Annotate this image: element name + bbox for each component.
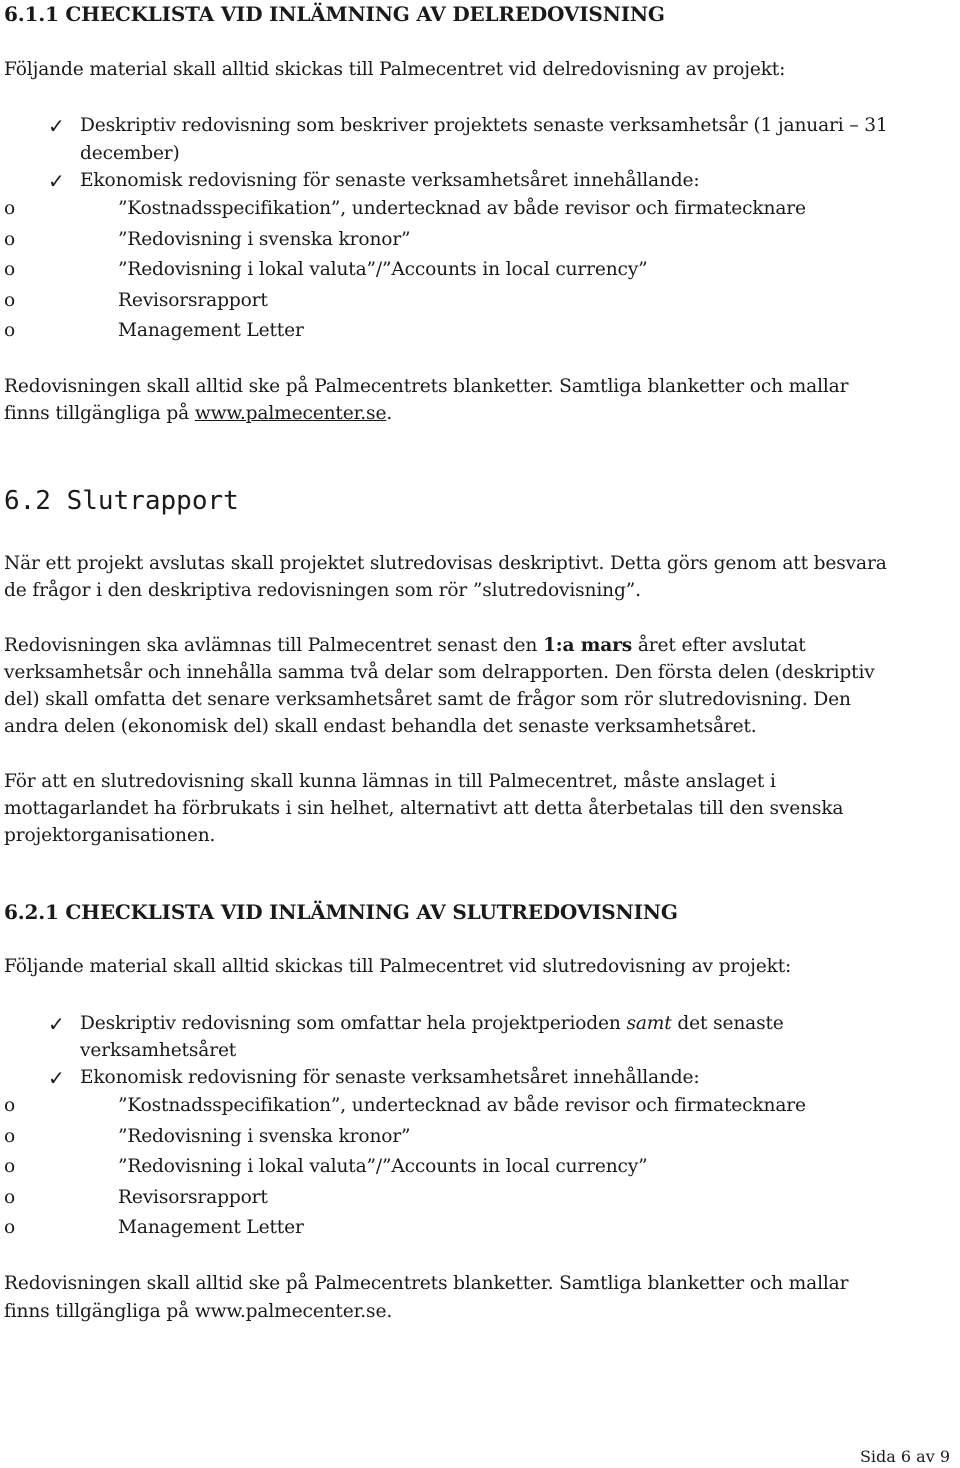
checklist-item-1-line-1 [80,1013,784,1034]
sub-bullet-icon: o [4,229,16,250]
section-heading-6-2: 6.2 Slutrapport [4,486,239,516]
paragraph-line: andra delen (ekonomisk del) skall endast behandla det senaste verksamhetsåret. [4,716,757,737]
deadline-date: 1:a mars [542,635,633,656]
sub-item: ”Redovisning i svenska kronor” [118,1126,411,1147]
palmecenter-link[interactable]: www.palmecenter.se [194,403,387,424]
closing-text-suffix: . [386,403,393,424]
checklist-item-2: Ekonomisk redovisning för senaste verksamhetsåret innehållande: [80,1067,700,1088]
paragraph-line: de frågor i den deskriptiva redovisningen som rör ”slutredovisning”. [4,580,641,601]
check-icon: ✓ [48,1012,65,1036]
sub-item: ”Kostnadsspecifikation”, undertecknad av både revisor och firmatecknare [118,1095,806,1116]
closing-text-line-2 [4,403,392,424]
emphasis-text: samt [626,1013,672,1034]
palmecenter-link[interactable]: www.palmecenter.se [194,1301,387,1322]
check-icon: ✓ [48,114,65,138]
sub-bullet-icon: o [4,320,16,341]
paragraph-line: del) skall omfatta det senare verksamhetsåret samt de frågor som rör slutredovisning. Den [4,689,851,710]
closing-text-line-1: Redovisningen skall alltid ske på Palmecentrets blanketter. Samtliga blanketter och mallar [4,376,849,397]
sub-item: Management Letter [118,1217,304,1238]
sub-bullet-icon: o [4,1126,16,1147]
intro-text: Följande material skall alltid skickas till Palmecentret vid slutredovisning av projekt: [4,956,792,977]
closing-text-prefix: finns tillgängliga på [4,403,195,424]
paragraph-line: projektorganisationen. [4,825,216,846]
text-segment: Redovisningen ska avlämnas till Palmecentret senast den [4,635,543,656]
text-segment: året efter avslutat [632,635,806,656]
closing-text-line-2 [4,1301,392,1322]
sub-item: Revisorsrapport [118,1187,268,1208]
paragraph-line [4,635,806,656]
sub-bullet-icon: o [4,259,16,280]
sub-bullet-icon: o [4,290,16,311]
check-icon: ✓ [48,1066,65,1090]
paragraph-line: När ett projekt avslutas skall projektet slutredovisas deskriptivt. Detta görs genom att besvara [4,553,887,574]
checklist-item-1-line-2: verksamhetsåret [80,1040,237,1061]
sub-item: ”Redovisning i lokal valuta”/”Accounts in local currency” [118,259,648,280]
checklist-item-2: Ekonomisk redovisning för senaste verksamhetsåret innehållande: [80,170,700,191]
intro-text: Följande material skall alltid skickas till Palmecentret vid delredovisning av projekt: [4,59,786,80]
section-heading-6-1-1: 6.1.1 CHECKLISTA VID INLÄMNING AV DELREDOVISNING [4,2,665,26]
text-segment: Deskriptiv redovisning som omfattar hela projektperioden [80,1013,627,1034]
page-number: Sida 6 av 9 [859,1447,950,1466]
checklist-item-1-line-1: Deskriptiv redovisning som beskriver projektets senaste verksamhetsår (1 januari – 31 [80,115,888,136]
closing-text-suffix: . [386,1301,393,1322]
sub-bullet-icon: o [4,1095,16,1116]
sub-bullet-icon: o [4,198,16,219]
sub-item: Management Letter [118,320,304,341]
check-icon: ✓ [48,169,65,193]
text-segment: det senaste [671,1013,784,1034]
sub-bullet-icon: o [4,1217,16,1238]
paragraph-line: mottagarlandet ha förbrukats i sin helhet, alternativt att detta återbetalas till den svenska [4,798,844,819]
checklist-item-1-line-2: december) [80,143,180,164]
paragraph-line: verksamhetsår och innehålla samma två delar som delrapporten. Den första delen (deskriptiv [4,662,875,683]
paragraph-line: För att en slutredovisning skall kunna lämnas in till Palmecentret, måste anslaget i [4,771,776,792]
sub-item: Revisorsrapport [118,290,268,311]
sub-bullet-icon: o [4,1156,16,1177]
sub-bullet-icon: o [4,1187,16,1208]
closing-text-prefix: finns tillgängliga på [4,1301,195,1322]
sub-item: ”Kostnadsspecifikation”, undertecknad av både revisor och firmatecknare [118,198,806,219]
sub-item: ”Redovisning i svenska kronor” [118,229,411,250]
section-heading-6-2-1: 6.2.1 CHECKLISTA VID INLÄMNING AV SLUTREDOVISNING [4,900,678,924]
sub-item: ”Redovisning i lokal valuta”/”Accounts in local currency” [118,1156,648,1177]
closing-text-line-1: Redovisningen skall alltid ske på Palmecentrets blanketter. Samtliga blanketter och mallar [4,1273,849,1294]
